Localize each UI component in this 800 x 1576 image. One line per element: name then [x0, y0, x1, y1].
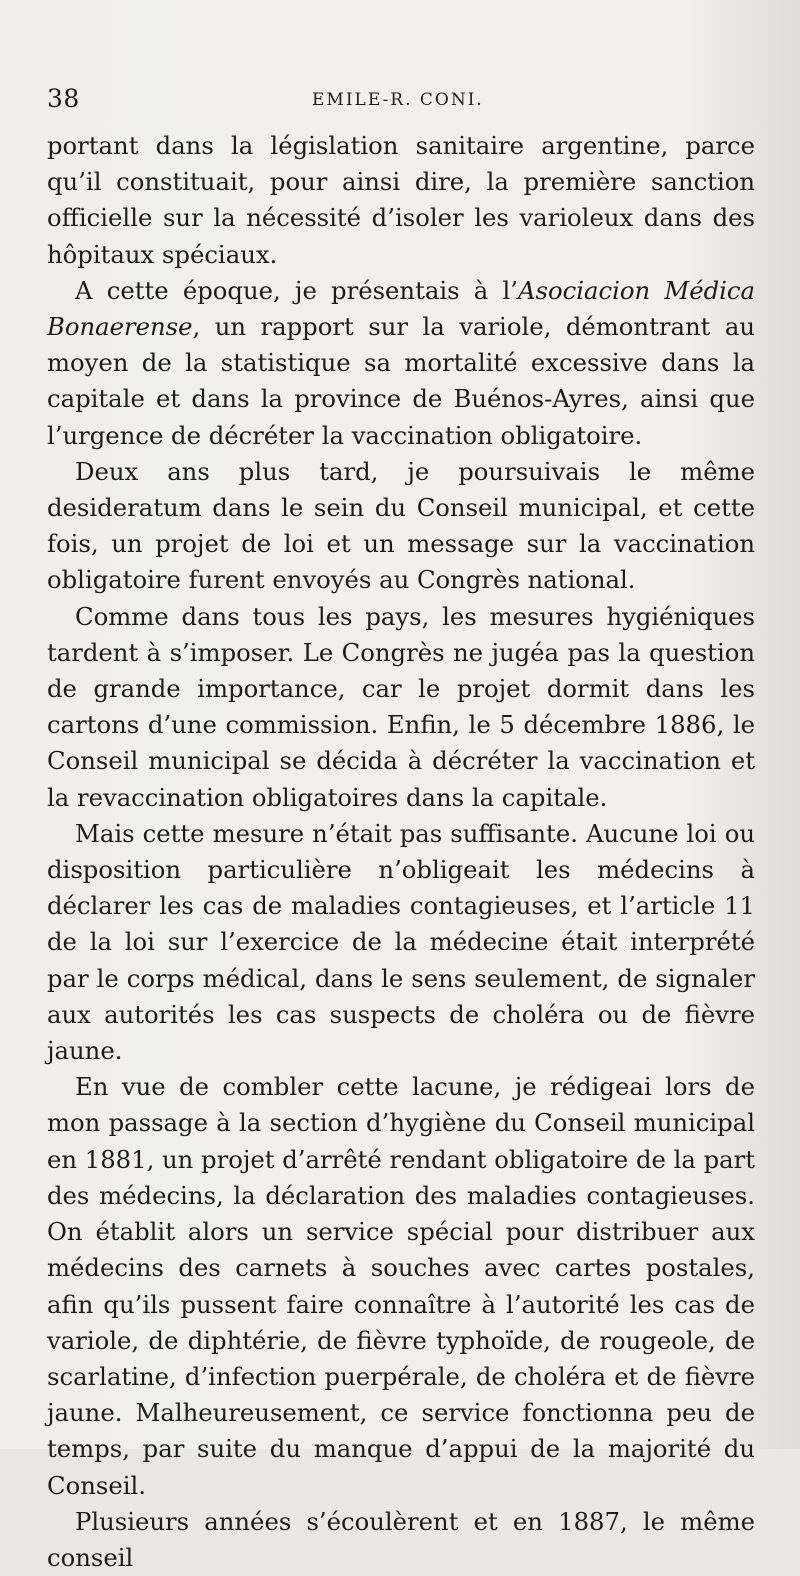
paragraph-text: Plusieurs années s’écoulèrent et en 1887, le même conseil — [47, 1506, 755, 1572]
paragraph — [47, 1069, 755, 1503]
paragraph — [47, 454, 755, 599]
paragraph — [47, 128, 755, 273]
paragraph — [47, 816, 755, 1069]
paragraph-text: Comme dans tous les pays, les mesures hygiéniques tardent à s’imposer. Le Congrès ne jugéa pas la question de grande importance, car le projet dormit dans les cartons d’une commission. Enfin, le 5 décembre 1886, le Conseil municipal se décida à décréter la vaccination et la revaccination obligatoires dans la capitale. — [47, 601, 755, 812]
paragraph — [47, 599, 755, 816]
paragraph — [47, 273, 755, 454]
running-head: EMILE-R. CONI. — [312, 90, 484, 110]
italic-text: Asociacion Médica Bonaerense — [47, 275, 755, 342]
paragraph-text: Deux ans plus tard, je poursuivais le même desideratum dans le sein du Conseil municipal, et cette fois, un projet de loi et un message sur la vaccination obligatoire furent envoyés au Congrès national. — [47, 456, 755, 595]
paragraph-text: Mais cette mesure n’était pas suffisante. Aucune loi ou disposition particulière n’obligeait les médecins à déclarer les cas de maladies contagieuses, et l’article 11 de la loi sur l’exercice de la médecine était interprété par le corps médical, dans le sens seulement, de signaler aux autorités les cas suspects de choléra ou de fièvre jaune. — [47, 818, 755, 1066]
page-header — [47, 84, 760, 120]
page-number: 38 — [47, 84, 80, 113]
paragraph-text: En vue de combler cette lacune, je rédigeai lors de mon passage à la section d’hygiène du Conseil municipal en 1881, un projet d’arrêté rendant obligatoire de la part des médecins, la déclaration des maladies contagieuses. On établit alors un service spécial pour distribuer aux médecins des carnets à souches avec cartes postales, afin qu’ils pussent faire connaître à l’autorité les cas de variole, de diphtérie, de fièvre typhoïde, de rougeole, de scarlatine, d’infection puerpérale, de choléra et de fièvre jaune. Malheureusement, ce service fonctionna peu de temps, par suite du manque d’appui de la majorité du Conseil. — [47, 1072, 755, 1500]
paragraph-text: portant dans la législation sanitaire argentine, parce qu’il constituait, pour ainsi dire, la première sanction officielle sur la nécessité d’isoler les varioleux dans des hôpitaux spéciaux. — [47, 131, 755, 269]
paragraph-text: A cette époque, je présentais à l’ — [75, 275, 518, 305]
body-text — [47, 128, 755, 1576]
paragraph-text: , un rapport sur la variole, démontrant au moyen de la statistique sa mortalité excessive dans la capitale et dans la province de Buénos-Ayres, ainsi que l’urgence de décréter la vaccination obligatoire. — [47, 312, 755, 450]
paragraph — [47, 1504, 755, 1576]
